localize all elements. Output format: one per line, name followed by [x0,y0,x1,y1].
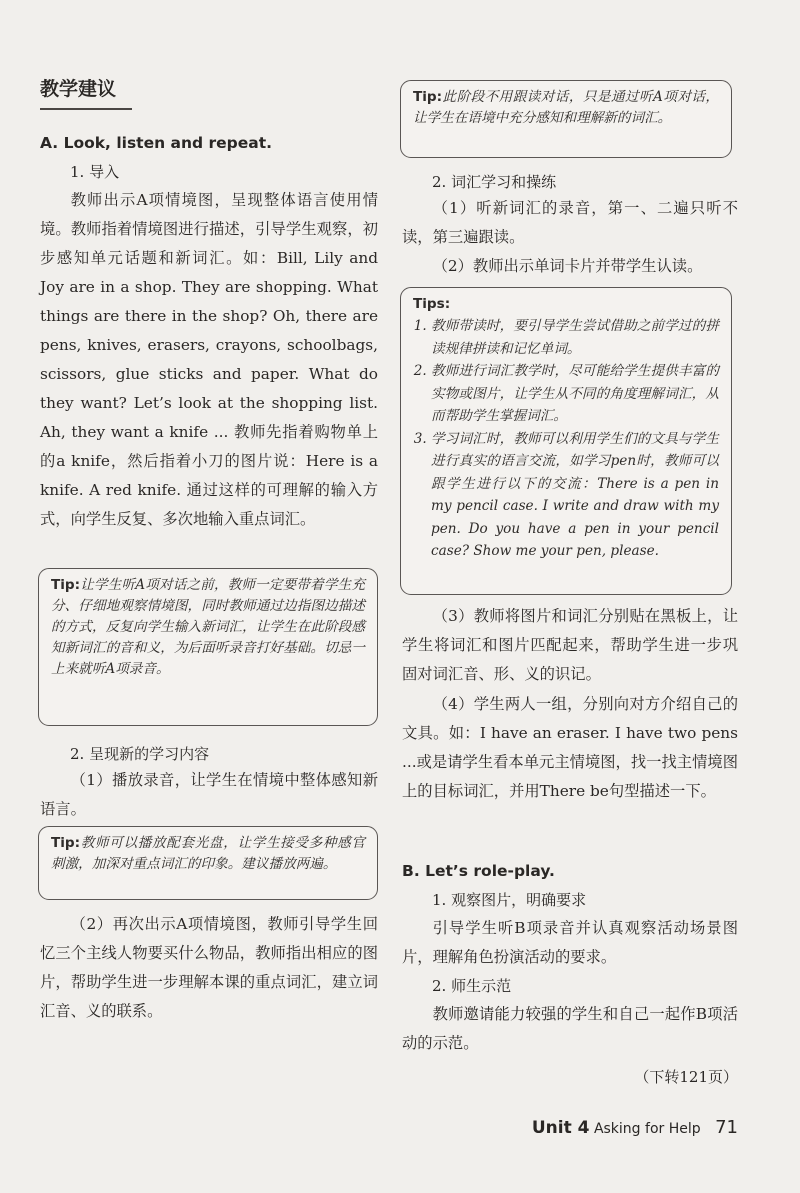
tip-item: 1. 教师带读时，要引导学生尝试借助之前学过的拼读规律拼读和记忆单词。 [431,315,719,360]
tip-item: 3. 学习词汇时，教师可以利用学生们的文具与学生进行真实的语言交流，如学习pen时，教师可以跟学生进行以下的交流：There is a pen in my pencil case. I write and draw with my pen. Do you have a pen in your pencil case? Show me your pen, please. [431,428,719,563]
b2-title: 2. 师生示范 [432,977,512,995]
vocab-title: 2. 词汇学习和操练 [432,173,557,191]
tip-text: 教师可以播放配套光盘，让学生接受多种感官刺激，加深对重点词汇的印象。建议播放两遍。 [51,835,365,872]
tips-box [400,287,732,595]
tip-item: 2. 教师进行词汇教学时，尽可能给学生提供丰富的实物或图片，让学生从不同的角度理解词汇，从而帮助学生掌握词汇。 [431,360,719,428]
vocab-step-4: （4）学生两人一组，分别向对方介绍自己的文具。如：I have an eraser. I have two pens ...或是请学生看本单元主情境图，找一找主情境图上的目标词汇，并用There be句型描述一下。 [402,695,738,800]
page-number: 71 [715,1117,738,1138]
vocab-step-3: （3）教师将图片和词汇分别贴在黑板上，让学生将词汇和图片匹配起来，帮助学生进一步巩固对词汇音、形、义的识记。 [402,607,738,683]
tip-label: Tip: [51,835,81,851]
tip-text: 让学生听A项对话之前，教师一定要带着学生充分、仔细地观察情境图，同时教师通过边指图边描述的方式，反复向学生输入新词汇，让学生在此阶段感知新词汇的音和义，为后面听录音打好基础。切忌一上来就听A项录音。 [51,577,365,677]
tip-box-observe [38,568,378,726]
vocab-step-1: （1）听新词汇的录音，第一、二遍只听不读，第三遍跟读。 [402,199,738,246]
tip-label: Tip: [51,577,81,593]
tip-box-no-repeat [400,80,732,158]
section-a-title: A. Look, listen and repeat. [40,134,273,152]
intro-title: 1. 导入 [70,163,120,181]
tip-label: Tip: [413,89,443,105]
page-heading: 教学建议 [40,74,132,110]
intro-paragraph: 教师出示A项情境图，呈现整体语言使用情境。教师指着情境图进行描述，引导学生观察，初步感知单元话题和新词汇。如：Bill, Lily and Joy are in a shop. They are shopping. What things are there in the shop? Oh, there are pens, knives, erasers, crayons, schoolbags, scissors, glue sticks and paper. What do they want? Let’s look at the shopping list. Ah, they want a knife ... 教师先指着购物单上的a knife，然后指着小刀的图片说：Here is a knife. A red knife. 通过这样的可理解的输入方式，向学生反复、多次地输入重点词汇。 [40,191,378,528]
b1-paragraph: 引导学生听B项录音并认真观察活动场景图片，理解角色扮演活动的要求。 [402,919,738,966]
page-footer [532,1117,738,1138]
continued-note: （下转121页） [634,1068,738,1086]
section-b-title: B. Let’s role-play. [402,862,555,880]
tip-box-cd [38,826,378,900]
vocab-step-2: （2）教师出示单词卡片并带学生认读。 [432,257,703,275]
present-title: 2. 呈现新的学习内容 [70,745,210,763]
tips-list [413,315,719,563]
b2-paragraph: 教师邀请能力较强的学生和自己一起作B项活动的示范。 [402,1005,738,1052]
tips-label: Tips: [413,296,451,312]
b1-title: 1. 观察图片，明确要求 [432,891,587,909]
present-paragraph-2: （2）再次出示A项情境图，教师引导学生回忆三个主线人物要买什么物品，教师指出相应的图片，帮助学生进一步理解本课的重点词汇，建立词汇音、义的联系。 [40,915,378,1020]
tip-text: 此阶段不用跟读对话，只是通过听A项对话，让学生在语境中充分感知和理解新的词汇。 [413,89,719,126]
unit-title: Asking for Help [593,1121,701,1137]
present-paragraph-1: （1）播放录音，让学生在情境中整体感知新语言。 [40,771,378,818]
unit-label: Unit 4 [531,1118,590,1138]
